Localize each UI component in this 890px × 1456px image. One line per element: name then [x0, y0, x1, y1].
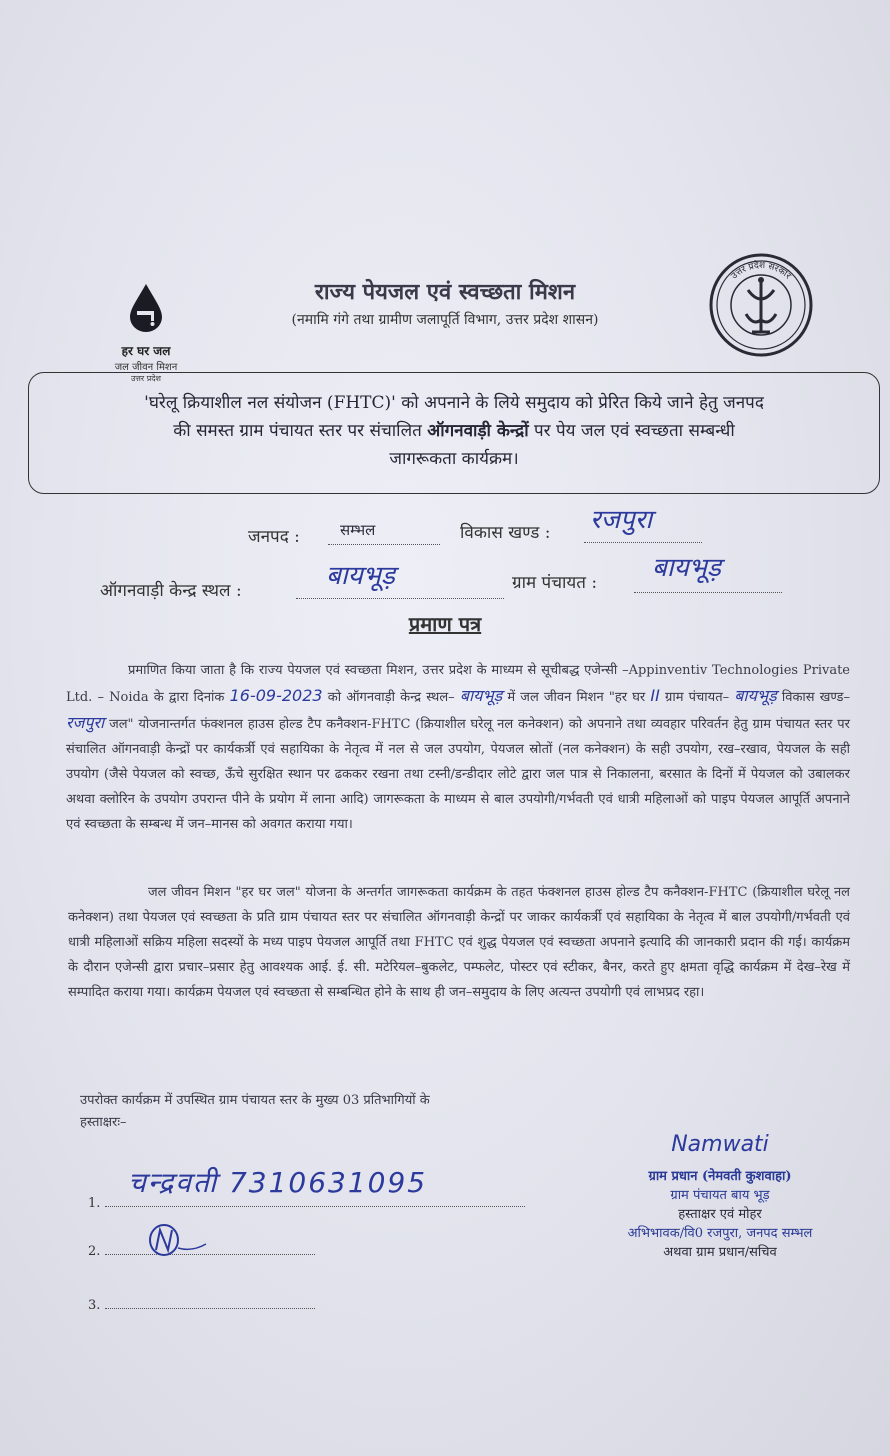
logo-text-1: हर घर जल [121, 344, 171, 358]
attendee-intro: उपरोक्त कार्यक्रम में उपस्थित ग्राम पंचायत स्तर के मुख्य 03 प्रतिभागियों के [80, 1093, 430, 1108]
up-government-emblem [708, 252, 814, 358]
logo-text-3: उत्तर प्रदेश [131, 374, 161, 383]
anganwadi-label: ऑगनवाड़ी केन्द्र स्थल : [100, 581, 242, 601]
roman-number: II [650, 686, 660, 705]
signature-row-1: 1. [88, 1196, 525, 1211]
signature-2-mark [146, 1222, 208, 1258]
signature-seal-label: हस्ताक्षर एवं मोहर [678, 1207, 762, 1222]
signature-row-2: 2. [88, 1244, 315, 1259]
water-drop-icon [127, 282, 165, 332]
pradhan-designation: अथवा ग्राम प्रधान/सचिव [663, 1245, 777, 1260]
janpad-label: जनपद : [248, 527, 300, 547]
page-title: राज्य पेयजल एवं स्वच्छता मिशन [314, 279, 576, 305]
banner-line-2: की समस्त ग्राम पंचायत स्तर पर संचालित ऑगनवाड़ी केन्द्रों पर पेय जल एवं स्वच्छता सम्बन्धी [173, 421, 735, 441]
janpad-value: सम्भल [340, 521, 376, 539]
pradhan-signature-block [600, 1132, 840, 1262]
janpad-field [328, 520, 440, 545]
certificate-paragraph-1: प्रमाणित किया जाता है कि राज्य पेयजल एवं स्वच्छता मिशन, उत्तर प्रदेश के माध्यम से सूचीबद्ध एजेन्सी –Appinventiv Technologies Private Ltd. – Noida के द्वारा दिनांक 16-09-2023 को ऑगनवाड़ी केन्द्र स्थल– बायभूड़ में जल जीवन मिशन "हर घर II ग्राम पंचायत– बायभूड़ विकास खण्ड– रजपुरा जल" योजनान्तर्गत फंक्शनल हाउस होल्ड टैप कनैक्शन-FHTC (क्रियाशील घरेलू नल कनेक्शन) को अपनाने तथा व्यवहार परिवर्तन हेतु ग्राम पंचायत स्तर पर संचालित ऑगनवाड़ी केन्द्रों पर कार्यकर्त्री एवं सहायिका के नेतृत्व में नल से जल उपयोग, पेयजल स्रोतों (नल कनेक्शन) के सही उपयोग, रख–रखाव, पेयजल के सही उपयोग (जैसे पेयजल को स्वच्छ, ऊँचे सुरक्षित स्थान पर ढककर रखना तथा टस्नी/डन्डीदार लोटे द्वारा जल पात्र से निकालना, बरसात के दिनों में पेयजल को उबालकर अथवा क्लोरिन के उपयोग उपरान्त पीने के प्रयोग में लाना आदि) जागरूकता के माध्यम से बाल उपयोगी/गर्भवती एवं धात्री महिलाओं को पाइप पेयजल आपूर्ति अपनाने एवं स्वच्छता के सम्बन्ध में जन–मानस को अवगत कराया गया। [66, 663, 851, 832]
certificate-title: प्रमाण पत्र [408, 612, 482, 636]
signature-label: हस्ताक्षरः– [80, 1115, 127, 1130]
pradhan-signature: Namwati [671, 1132, 769, 1157]
logo-text-2: जल जीवन मिशन [114, 362, 178, 373]
signature-row-3: 3. [88, 1298, 315, 1313]
pradhan-panchayat: ग्राम पंचायत बाय भूड़ [670, 1188, 770, 1203]
pradhan-name: ग्राम प्रधान (नेमवती कुशवाहा) [648, 1169, 792, 1184]
banner-line-1: 'घरेलू क्रियाशील नल संयोजन (FHTC)' को अपनाने के लिये समुदाय को प्रेरित किये जाने हेतु जनपद [144, 393, 764, 413]
event-place: बायभूड़ [459, 686, 503, 705]
anganwadi-value: बायभूड़ [326, 561, 395, 591]
banner-line-3: जागरूकता कार्यक्रम। [389, 449, 519, 469]
vikas-khand-label: विकास खण्ड : [460, 523, 551, 543]
har-ghar-jal-logo [96, 282, 196, 384]
pradhan-block: अभिभावक/वि0 रजपुरा, जनपद सम्भल [627, 1226, 813, 1241]
page-subtitle: (नमामि गंगे तथा ग्रामीण जलापूर्ति विभाग, उत्तर प्रदेश शासन) [291, 312, 599, 328]
svg-text:उत्तर प्रदेश सरकार: उत्तर प्रदेश सरकार [729, 260, 793, 282]
event-date: 16-09-2023 [229, 686, 323, 705]
gram-panchayat-label: ग्राम पंचायत : [512, 573, 598, 593]
gram-panchayat-value: बायभूड़ [652, 553, 721, 583]
certificate-paragraph-2: जल जीवन मिशन "हर घर जल" योजना के अन्तर्गत जागरूकता कार्यक्रम के तहत फंक्शनल हाउस होल्ड टैप कनैक्शन-FHTC (क्रियाशील घरेलू नल कनेक्शन) तथा पेयजल एवं स्वच्छता के प्रति ग्राम पंचायत स्तर पर संचालित ऑगनवाड़ी केन्द्रों पर जाकर कार्यकर्त्री एवं सहायिका के नेतृत्व में बाल उपयोगी/गर्भवती एवं धात्री महिलाओं सक्रिय महिला सदस्यों के मध्य पाइप पेयजल आपूर्ति तथा FHTC एवं शुद्ध पेयजल एवं स्वच्छता अपनाने इत्यादि की जानकारी प्रदान की गई। कार्यक्रम के दौरान एजेन्सी द्वारा प्रचार–प्रसार हेतु आवश्यक आई. ई. सी. मटेरियल–बुकलेट, पम्फलेट, पोस्टर एवं स्टीकर, बैनर, करते हुए क्षमता वृद्धि कार्यक्रम में देख–रेख में सम्पादित कराया गया। कार्यक्रम पेयजल एवं स्वच्छता से सम्बन्धित होने के साथ ही जन–समुदाय के लिए अत्यन्त उपयोगी एवं लाभप्रद रहा। [68, 885, 850, 1000]
panchayat-name: बायभूड़ [734, 686, 777, 705]
vikas-khand-value: रजपुरा [590, 505, 653, 535]
block-name: रजपुरा [66, 713, 105, 732]
program-banner [28, 372, 880, 494]
signature-1-value: चन्द्रवती 7310631095 [128, 1166, 428, 1199]
